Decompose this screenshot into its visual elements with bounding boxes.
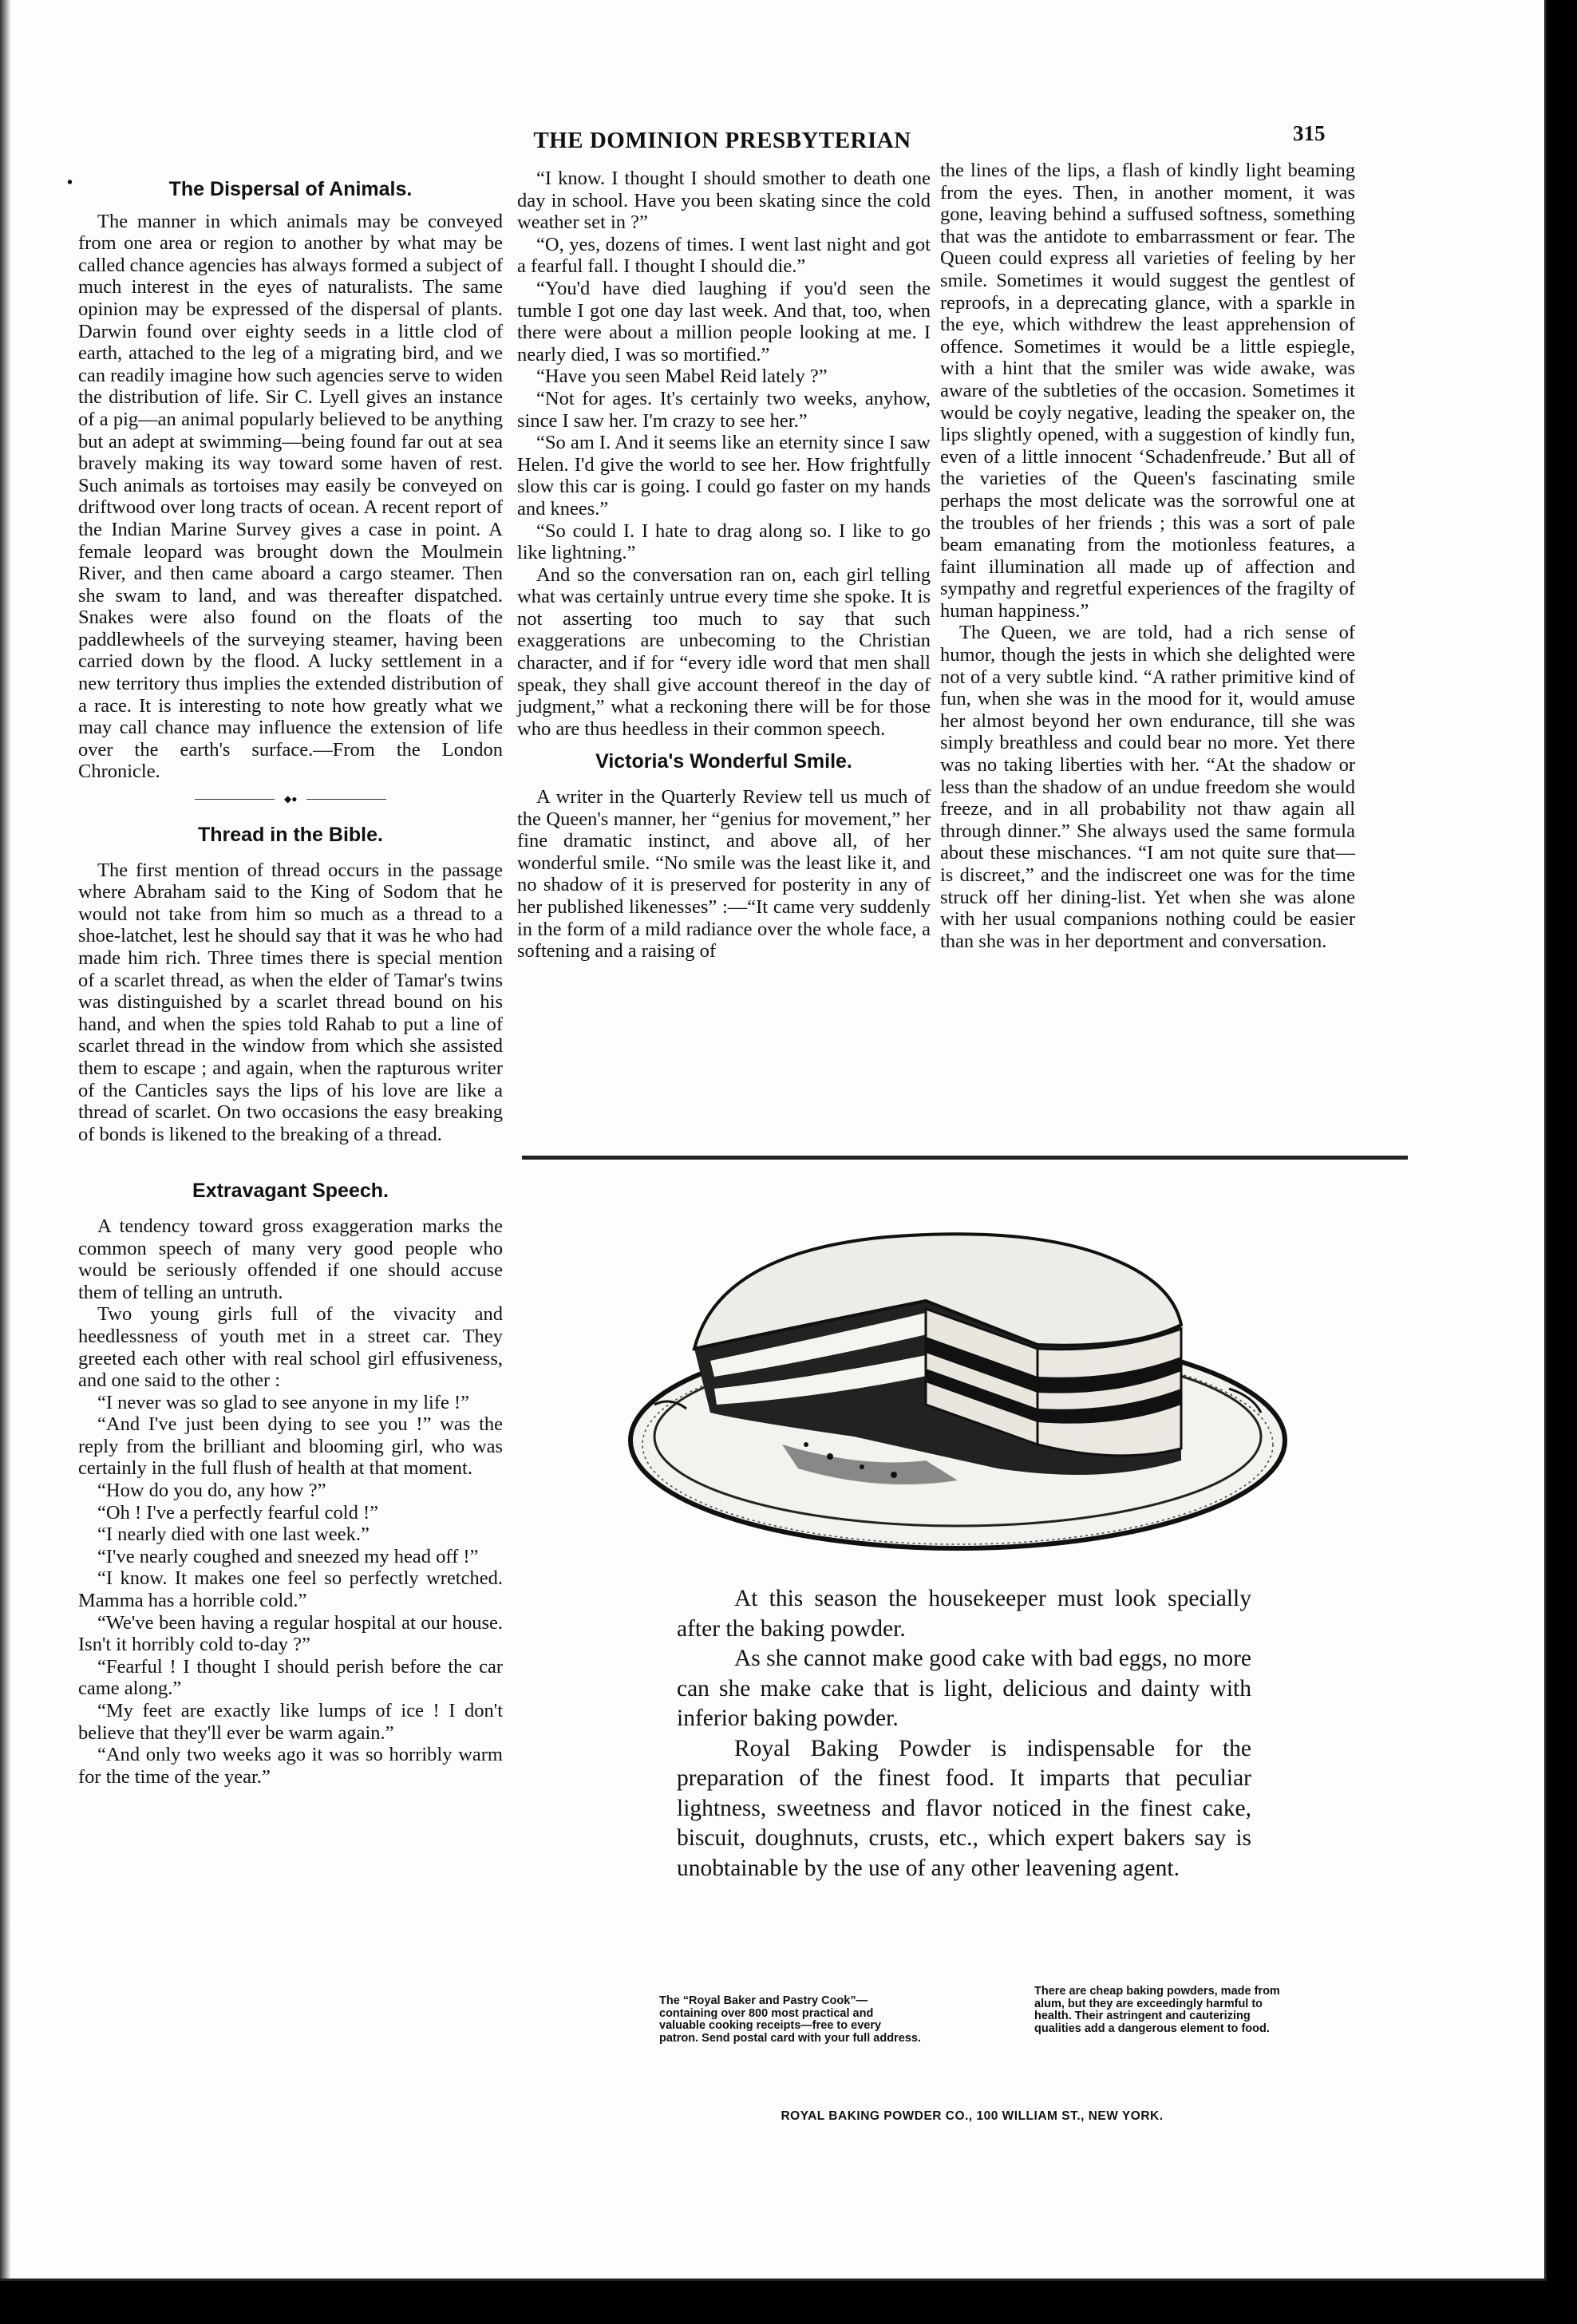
heading-victoria: Victoria's Wonderful Smile. — [595, 750, 852, 773]
article-paragraph: “I know. It makes one feel so perfectly wretched. Mamma has a horrible cold.” — [78, 1567, 503, 1612]
section-divider: ◆● — [195, 792, 386, 805]
column-1 — [78, 179, 503, 1788]
masthead-title: THE DOMINION PRESBYTERIAN — [533, 128, 911, 153]
article-paragraph: “You'd have died laughing if you'd seen the tumble I got one day last week. And that, too, when there were about a million people looking at me. I nearly died, I was so mortified.” — [517, 277, 931, 366]
article-paragraph: “I know. I thought I should smother to death one day in school. Have you been skating since the cold weather set in ?” — [517, 168, 931, 234]
article-paragraph: Two young girls full of the vivacity and heedlessness of youth met in a street car. They greeted each other with real school girl effusiveness, and one said to the other : — [78, 1303, 503, 1392]
bullet-mark: • — [67, 174, 73, 192]
article-paragraph: “And I've just been dying to see you !” was the reply from the brilliant and blooming girl, who was certainly in the full flush of health at that moment. — [78, 1413, 503, 1480]
column-3 — [940, 160, 1355, 952]
article-paragraph: “Fearful ! I thought I should perish before the car came along.” — [78, 1655, 503, 1700]
section-rule — [522, 1156, 1408, 1160]
article-paragraph: The first mention of thread occurs in the passage where Abraham said to the King of Sodom that he would not take from him so much as a thread to a shoe-latchet, lest he should say that it was he who had made him rich. Three times there is special mention of a scarlet thread, as when the elder of Tamar's twins was distinguished by a scarlet thread bound on his hand, and when the spies told Rahab to put a line of scarlet thread in the window from which she assisted them to escape ; and again, when the rapturous writer of the Canticles says the lips of his love are like a thread of scarlet. On two occasions the easy breaking of bonds is likened to the breaking of a thread. — [78, 859, 503, 1145]
ad-footer-address: ROYAL BAKING POWDER CO., 100 WILLIAM ST., NEW YORK. — [781, 2109, 1164, 2123]
article-paragraph: “How do you do, any how ?” — [97, 1480, 326, 1502]
article-paragraph: the lines of the lips, a flash of kindly light beaming from the eyes. Then, in another moment, it was gone, leaving behind a suffused softness, something that was the antidote to embarrassment or fear. The Queen could express all varieties of feeling by her smile. Sometimes it would suggest the gentlest of reproofs, in a deprecating glance, with a sparkle in the eye, which withdrew the least apprehension of offence. Sometimes it would be a little espiegle, with a hint that the smiler was wide awake, was aware of the subtleties of the occasion. Sometimes it would be coyly negative, leading the speaker on, the lips slightly opened, with a suggestion of kindly fun, even of a little innocent ‘Schadenfreude.’ But all of the varieties of the Queen's fascinating smile perhaps the most delicate was the sorrowful one at the troubles of her friends ; this was a sort of pale beam emanating from the motionless features, a faint illumination all made up of affection and sympathy and regretful experiences of the fragilty of human happiness.” — [940, 160, 1355, 622]
heading-thread: Thread in the Bible. — [198, 824, 383, 847]
article-paragraph: “I've nearly coughed and sneezed my head off !” — [97, 1545, 479, 1567]
article-paragraph: And so the conversation ran on, each girl telling what was certainly untrue every time she spoke. It is not asserting too much to say that such exaggerations are unbecoming to the Christian character, and if for “every idle word that men shall speak, they shall give account thereof in the day of judgment,” what a reckoning there will be for those who are thus heedless in their common speech. — [517, 563, 931, 740]
article-paragraph: A tendency toward gross exaggeration marks the common speech of many very good people who would be seriously offended if one should accuse them of telling an untruth. — [78, 1215, 503, 1303]
article-paragraph: “O, yes, dozens of times. I went last night and got a fearful fall. I thought I should die.” — [517, 233, 931, 278]
article-paragraph: “Have you seen Mabel Reid lately ?” — [536, 366, 828, 388]
ad-paragraph: At this season the housekeeper must look specially after the baking powder. — [677, 1586, 1251, 1642]
article-paragraph: “I never was so glad to see anyone in my life !” — [97, 1391, 470, 1413]
cake-illustration — [622, 1205, 1293, 1572]
page-edge-shadow — [0, 0, 11, 2279]
article-paragraph: “So could I. I hate to drag along so. I like to go like lightning.” — [517, 520, 931, 564]
article-paragraph: “And only two weeks ago it was so horribly warm for the time of the year.” — [78, 1744, 503, 1788]
ad-note-alum-warning: There are cheap baking powders, made from alum, but they are exceedingly harmful to health. Their astringent and cauterizing qualities add a dangerous element to food. — [1034, 1985, 1280, 2035]
ad-paragraph: As she cannot make good cake with bad eggs, no more can she make cake that is light, delicious and dainty with inferior baking powder. — [677, 1646, 1252, 1731]
article-paragraph: The manner in which animals may be conveyed from one area or region to another by what may be called chance agencies has always formed a subject of much interest in the eyes of naturalists. The same opinion may be expressed of the dispersal of plants. Darwin found over eighty seeds in a little clod of earth, attached to the leg of a migrating bird, and we can readily imagine how such agencies serve to widen the distribution of life. Sir C. Lyell gives an instance of a pig—an animal popularly believed to be anything but an adept at swimming—being found far out at sea bravely making its way toward some haven of rest. Such animals as tortoises may easily be conveyed on driftwood over long tracts of ocean. A recent report of the Indian Marine Survey gives a case in point. A female leopard was brought down the Moulmein River, and then came aboard a cargo steamer. Then she swam to land, and was thereafter dispatched. Snakes were also found on the floats of the paddlewheels of the surveying steamer, having been carried down by the flood. A lucky settlement in a new territory thus implies the extended distribution of a race. It is interesting to note how greatly what we may call chance may influence the extension of life over the earth's surface.—From the London Chronicle. — [78, 210, 504, 783]
article-paragraph: “We've been having a regular hospital at our house. Isn't it horribly cold to-day ?” — [78, 1611, 503, 1656]
article-paragraph: “So am I. And it seems like an eternity since I saw Helen. I'd give the world to see her. How frightfully slow this car is going. I could go faster on my hands and knees.” — [517, 432, 931, 520]
article-paragraph: “My feet are exactly like lumps of ice ! I don't believe that they'll ever be warm again.” — [78, 1700, 503, 1744]
ad-paragraph: Royal Baking Powder is indispensable for the preparation of the finest food. It imparts that peculiar lightness, sweetness and flavor noticed in the finest cake, biscuit, doughnuts, crusts, etc., which expert bakers say is unobtainable by the use of any other leavening agent. — [677, 1735, 1251, 1881]
article-paragraph: “I nearly died with one last week.” — [97, 1524, 370, 1546]
ad-copy — [677, 1584, 1251, 1883]
page-number: 315 — [1293, 121, 1326, 145]
article-paragraph: The Queen, we are told, had a rich sense of humor, though the jests in which she delighted were not of a very subtle kind. “A rather primitive kind of fun, when she was in the mood for it, would amuse her almost beyond her own endurance, till she was simply breathless and could bear no more. Yet there was no taking liberties with her. “At the shadow or less than the shadow of an undue freedom she would freeze, and in all probability not thaw again all through dinner.” She always used the same formula about these mischances. “I am not quite sure that—is discreet,” and the indiscreet one was for the time struck off her dining-list. Yet when she was alone with her usual companions nothing could be easier than she was in her deportment and conversation. — [940, 622, 1355, 952]
heading-dispersal: The Dispersal of Animals. — [168, 178, 413, 200]
column-2 — [517, 168, 931, 962]
article-paragraph: “Oh ! I've a perfectly fearful cold !” — [97, 1501, 378, 1524]
ad-note-cookbook: The “Royal Baker and Pastry Cook”—containing over 800 most practical and valuable cooking receipts—free to every patron. Send postal card with your full address. — [659, 1994, 921, 2045]
article-paragraph: “Not for ages. It's certainly two weeks, anyhow, since I saw her. I'm crazy to see her.” — [517, 387, 931, 432]
heading-extravagant: Extravagant Speech. — [192, 1180, 389, 1203]
article-paragraph: A writer in the Quarterly Review tell us much of the Queen's manner, her “genius for movement,” her fine dramatic instinct, and above all, of her wonderful smile. “No smile was the least like it, and no shadow of it is preserved for posterity in any of her published likenesses” :—“It came very suddenly in the form of a mild radiance over the whole face, a softening and a raising of — [517, 786, 931, 962]
